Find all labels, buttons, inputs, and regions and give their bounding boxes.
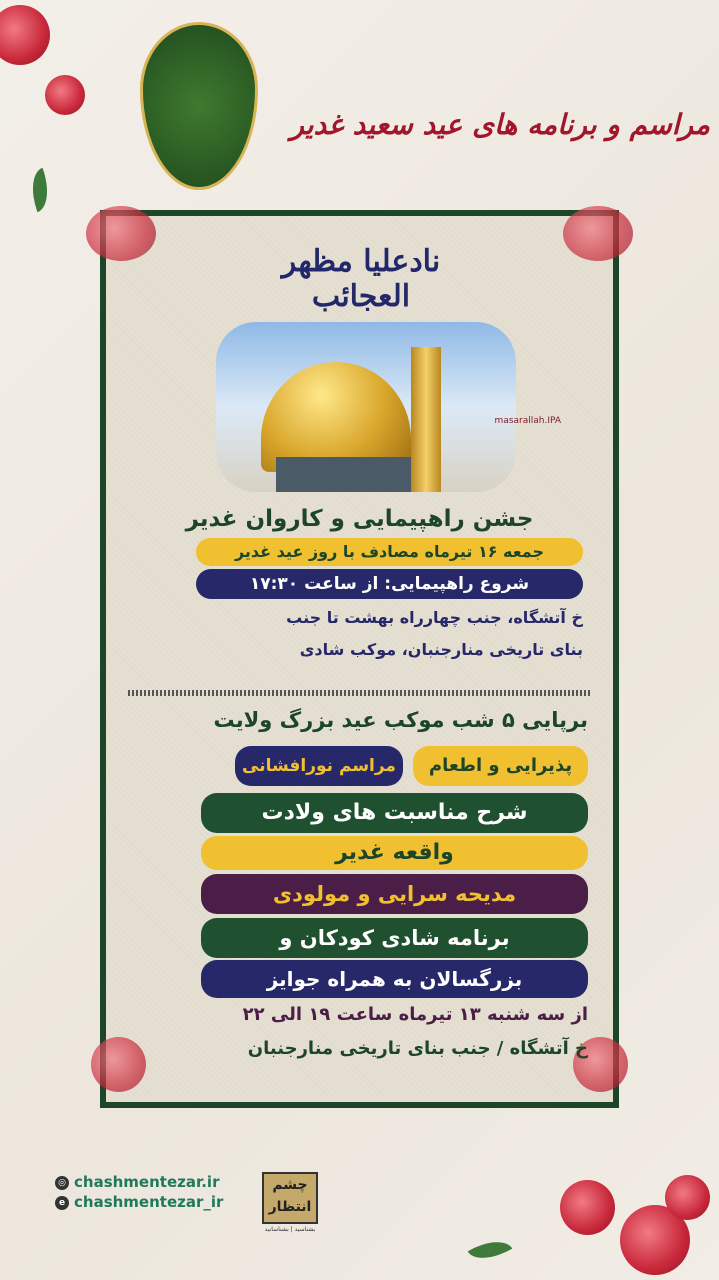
rose-decoration [665, 1175, 710, 1220]
publisher-logo: masarallah.IPA [494, 416, 561, 426]
eitaa-icon: e [55, 1196, 69, 1210]
instagram-link[interactable] [55, 1172, 223, 1192]
rose-decoration [0, 5, 50, 65]
instagram-icon: ◎ [55, 1176, 69, 1190]
brand-tagline: بشناسید | بشناسانید [264, 1226, 316, 1233]
leaf-decoration [468, 1231, 513, 1268]
poster [100, 210, 619, 1108]
page-title: مراسم و برنامه های عید سعید غدیر [290, 108, 710, 141]
divider [128, 690, 591, 696]
ali-emblem [140, 22, 258, 190]
program-item: بزرگسالان به همراه جوایز [201, 960, 588, 998]
event1-start: شروع راهپیمایی: از ساعت ۱۷:۳۰ [196, 569, 583, 599]
event1-place-line1: خ آتشگاه، جنب چهارراه بهشت تا جنب [286, 608, 583, 627]
event2-title: برپایی ۵ شب موکب عید بزرگ ولایت [213, 708, 588, 732]
calligraphy-heading: نادعلیا مظهر العجائب [281, 244, 441, 314]
event2-time: از سه شنبه ۱۳ تیرماه ساعت ۱۹ الی ۲۲ [242, 1004, 588, 1025]
program-item: واقعه غدیر [201, 836, 588, 870]
brand-logo: چشم انتظار [262, 1172, 318, 1224]
program-item: مدیحه سرایی و مولودی [201, 874, 588, 914]
eitaa-handle: chashmentezar_ir [74, 1193, 224, 1211]
program-item: شرح مناسبت های ولادت [201, 793, 588, 833]
social-links [55, 1172, 223, 1212]
rose-decoration [86, 206, 156, 261]
rose-decoration [563, 206, 633, 261]
event1-place-line2: بنای تاریخی منارجنبان، موکب شادی [299, 640, 583, 659]
program-item: برنامه شادی کودکان و [201, 918, 588, 958]
instagram-handle: chashmentezar.ir [74, 1173, 220, 1191]
program-item: پذیرایی و اطعام [413, 746, 588, 786]
shrine-image [216, 322, 516, 492]
leaf-decoration [24, 168, 56, 212]
event2-place: خ آتشگاه / جنب بنای تاریخی منارجنبان [247, 1038, 588, 1059]
program-item: مراسم نورافشانی [235, 746, 403, 786]
rose-decoration [45, 75, 85, 115]
event1-title: جشن راهپیمایی و کاروان غدیر [185, 506, 534, 532]
rose-decoration [560, 1180, 615, 1235]
event1-date: جمعه ۱۶ تیرماه مصادف با روز عید غدیر [196, 538, 583, 566]
eitaa-link[interactable] [55, 1192, 223, 1212]
